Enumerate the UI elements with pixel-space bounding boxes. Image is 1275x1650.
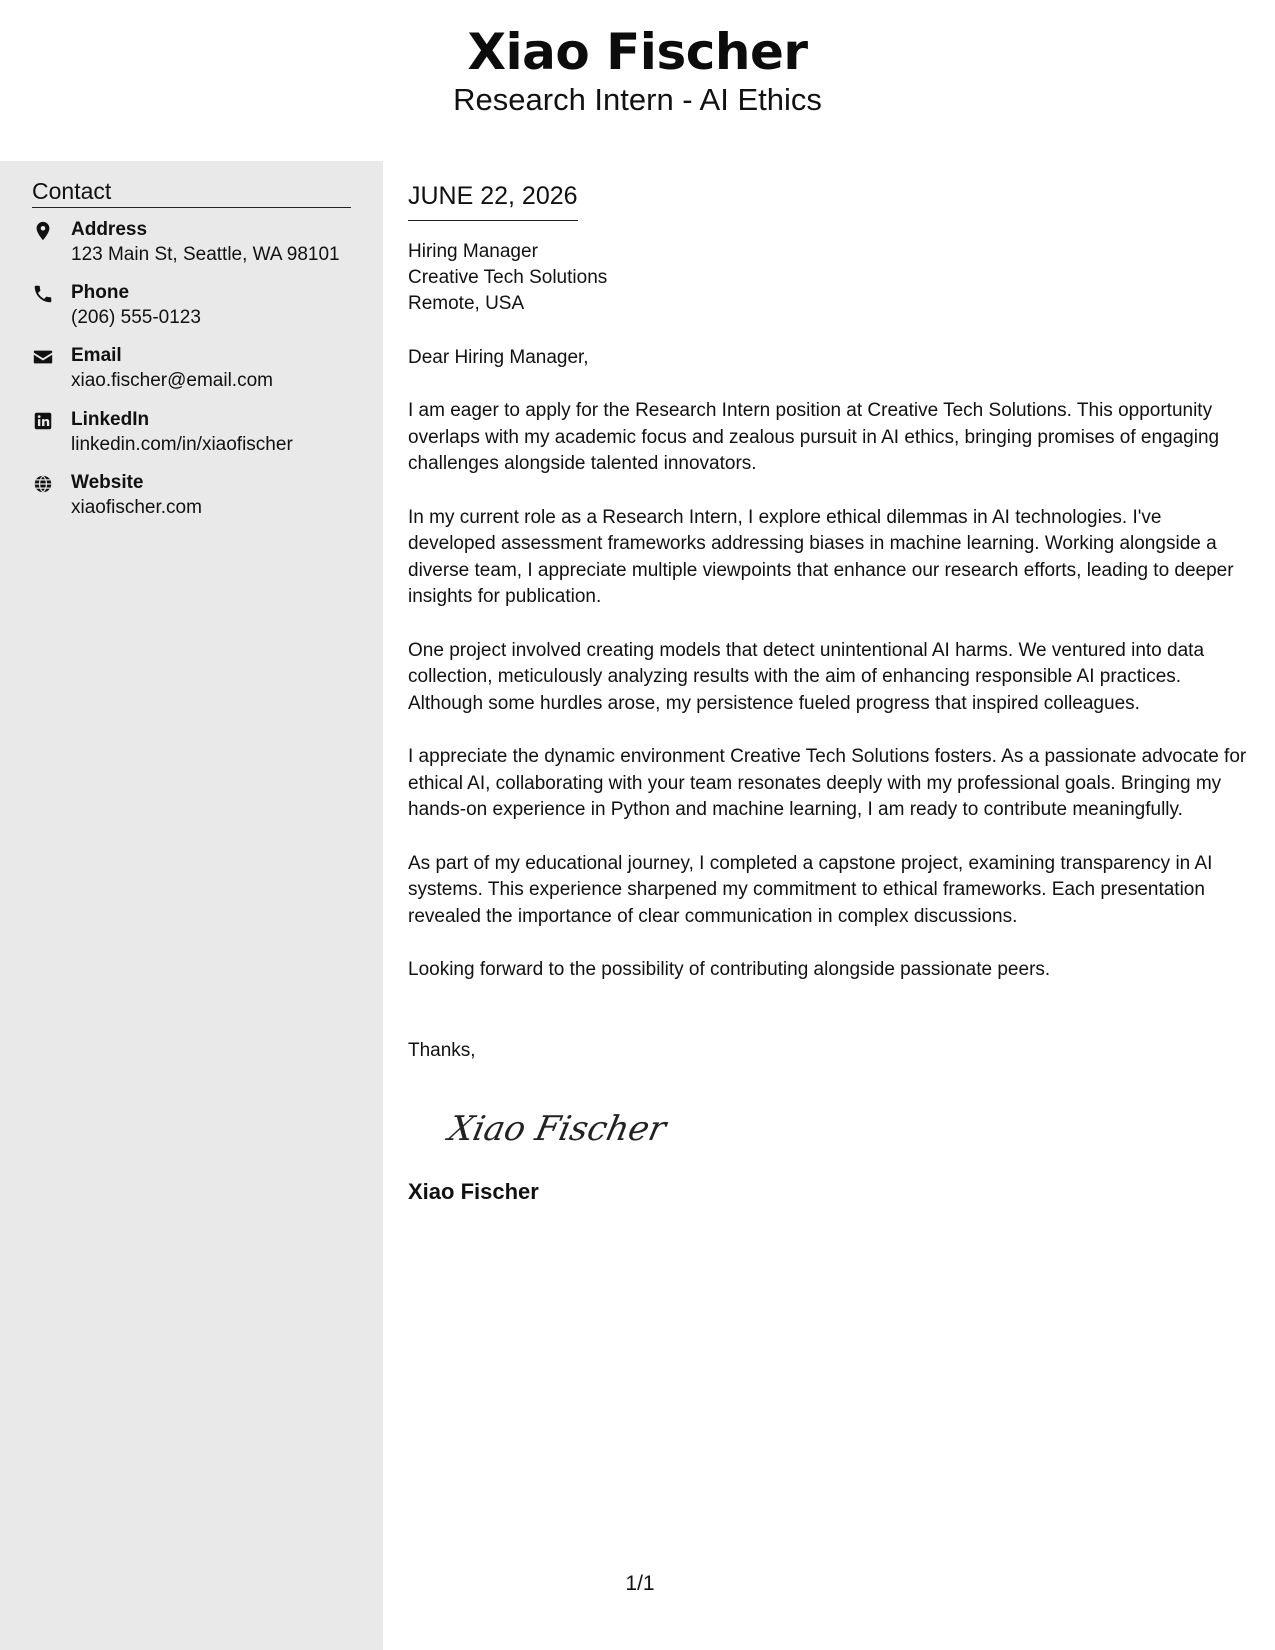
- phone-icon: [32, 283, 56, 307]
- page-number: 1/1: [625, 1572, 655, 1595]
- contact-label: Address: [71, 219, 148, 240]
- contact-item-email: [32, 344, 372, 400]
- handwritten-signature: [444, 1098, 704, 1158]
- contact-label: Email: [71, 345, 122, 366]
- body-paragraph: As part of my educational journey, I completed a capstone project, examining transparency in AI systems. This experience sharpened my commitment to ethical frameworks. Each presentation revealed the importance of clear communication in complex discussions.: [408, 852, 1213, 927]
- recipient-block: [408, 239, 1248, 317]
- contact-value: (206) 555-0123: [71, 307, 201, 328]
- contact-item-linkedin: [32, 408, 372, 464]
- svg-text:Xiao Fischer: Xiao Fischer: [445, 1108, 670, 1149]
- body-paragraph: In my current role as a Research Intern, I explore ethical dilemmas in AI technologies. I've developed assessment frameworks addressing biases in machine learning. Working alongside a diverse team, I appreciate multiple viewpoints that enhance our research efforts, leading to deeper insights for publication.: [408, 506, 1234, 607]
- contact-value: xiao.fischer@email.com: [71, 370, 273, 391]
- body-paragraph: I appreciate the dynamic environment Creative Tech Solutions fosters. As a passionate advocate for ethical AI, collaborating with your team resonates deeply with my professional goals. Bringing my hands-on experience in Python and machine learning, I am ready to contribute meaningfully.: [408, 746, 1247, 820]
- contact-item-website: [32, 471, 372, 527]
- linkedin-icon: [32, 410, 56, 434]
- letter-body: [408, 176, 1248, 1206]
- contact-value: 123 Main St, Seattle, WA 98101: [71, 244, 340, 265]
- contact-heading: Contact: [32, 176, 351, 208]
- contact-value: xiaofischer.com: [71, 497, 202, 518]
- contact-item-address: [32, 218, 372, 274]
- body-paragraph: Looking forward to the possibility of contributing alongside passionate peers.: [408, 959, 1051, 980]
- globe-icon: [32, 473, 56, 497]
- envelope-icon: [32, 346, 56, 370]
- contact-label: Phone: [71, 282, 130, 303]
- body-paragraph: I am eager to apply for the Research Intern position at Creative Tech Solutions. This opportunity overlaps with my academic focus and zealous pursuit in AI ethics, bringing promises of engaging challenges alongside talented innovators.: [408, 400, 1220, 474]
- closing-line: Thanks,: [408, 1039, 476, 1061]
- applicant-role: Research Intern - AI Ethics: [453, 82, 822, 117]
- applicant-name: Xiao Fischer: [467, 23, 808, 81]
- salutation: Dear Hiring Manager,: [408, 347, 589, 368]
- contact-label: Website: [71, 472, 144, 493]
- location-pin-icon: [32, 220, 56, 244]
- letter-header: [0, 0, 1275, 160]
- body-paragraph: One project involved creating models that detect unintentional AI harms. We ventured into data collection, meticulously analyzing results with the aim of enhancing responsible AI practices. Although some hurdles arose, my persistence fueled progress that inspired colleagues.: [408, 639, 1205, 714]
- recipient-line: Remote, USA: [408, 293, 525, 314]
- contact-item-phone: [32, 281, 372, 337]
- recipient-line: Creative Tech Solutions: [408, 267, 608, 288]
- recipient-line: Hiring Manager: [408, 241, 538, 262]
- contact-value: linkedin.com/in/xiaofischer: [71, 434, 293, 455]
- letter-date: JUNE 22, 2026: [408, 180, 578, 221]
- signer-name: Xiao Fischer: [408, 1178, 539, 1204]
- contact-label: LinkedIn: [71, 409, 150, 430]
